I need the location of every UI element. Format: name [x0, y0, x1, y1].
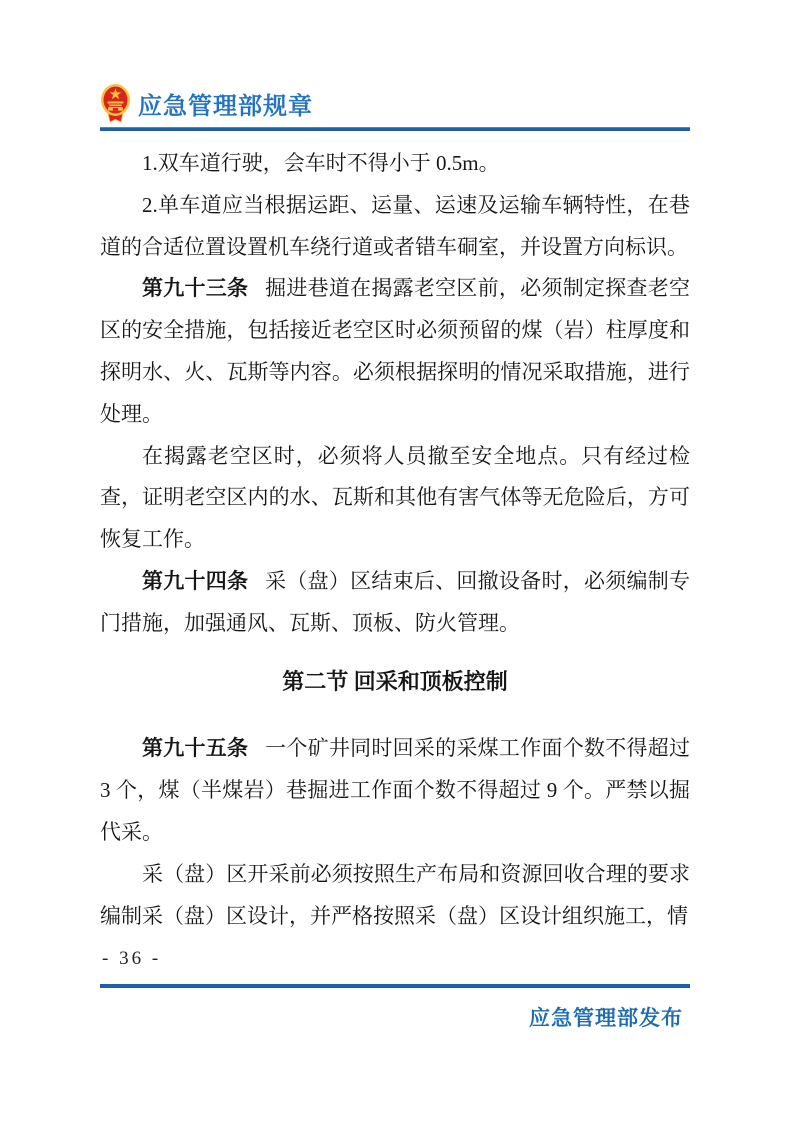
paragraph-text: 采（盘）区结束后、回撤设备时，必须编制专门措施，加强通风、瓦斯、顶板、防火管理。 — [100, 568, 690, 635]
header-divider — [100, 127, 690, 131]
paragraph — [100, 728, 690, 853]
paragraph — [100, 561, 690, 645]
paragraph — [100, 268, 690, 435]
paragraph-text: 在揭露老空区时，必须将人员撤至安全地点。只有经过检查，证明老空区内的水、瓦斯和其他有害气体等无危险后，方可恢复工作。 — [100, 443, 690, 552]
section-heading: 第二节 回采和顶板控制 — [282, 668, 508, 694]
paragraph — [100, 436, 690, 561]
paragraph-text: 一个矿井同时回采的采煤工作面个数不得超过 3 个，煤（半煤岩）巷掘进工作面个数不得超过 9 个。严禁以掘代采。 — [100, 736, 690, 844]
paragraph — [100, 854, 690, 938]
paragraph-text: 掘进巷道在揭露老空区前，必须制定探查老空区的安全措施，包括接近老空区时必须预留的煤（岩）柱厚度和探明水、火、瓦斯等内容。必须根据探明的情况采取措施，进行处理。 — [100, 276, 690, 426]
footer-divider — [100, 984, 690, 988]
national-emblem-icon — [100, 83, 131, 123]
document-body — [100, 143, 690, 943]
article-number: 第九十五条 — [142, 736, 249, 761]
page-number: - 36 - — [102, 948, 162, 969]
paragraph — [100, 143, 690, 185]
paragraph-text: 采（盘）区开采前必须按照生产布局和资源回收合理的要求编制采（盘）区设计，并严格按照采（盘）区设计组织施工，情 — [100, 861, 690, 928]
paragraph-text: 1.双车道行驶，会车时不得小于 0.5m。 — [142, 151, 500, 175]
page-title: 应急管理部规章 — [138, 92, 313, 120]
article-number: 第九十三条 — [142, 276, 249, 301]
paragraph — [100, 185, 690, 269]
paragraph-text: 2.单车道应当根据运距、运量、运速及运输车辆特性，在巷道的合适位置设置机车绕行道或者错车硐室，并设置方向标识。 — [100, 192, 690, 259]
publisher-label: 应急管理部发布 — [529, 1007, 683, 1030]
article-number: 第九十四条 — [142, 568, 249, 593]
page-header — [100, 82, 690, 124]
